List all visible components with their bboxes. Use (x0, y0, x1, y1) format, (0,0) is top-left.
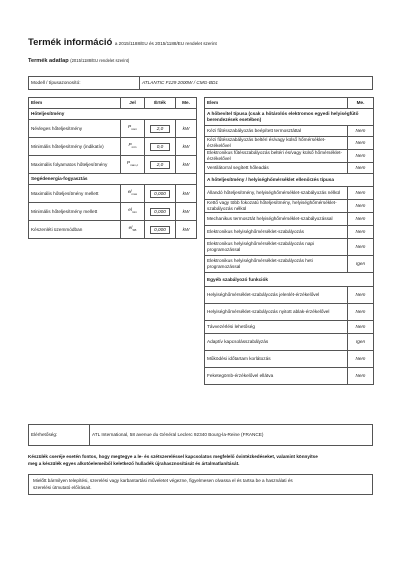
spec-value: Nem (348, 351, 374, 368)
spec-label: Kézi fűtésszabályozás beépített termosztáttal (205, 126, 348, 137)
spec-row (205, 368, 374, 385)
spec-value: Nem (348, 137, 374, 150)
spec-row (29, 221, 197, 239)
col-ertek: Érték (145, 98, 176, 109)
spec-label: Mechanikus termosztát helyiséghőmérséklet-szabályozással (205, 213, 348, 226)
spec-value: Nem (348, 287, 374, 304)
col-me: Me. (176, 98, 197, 109)
spec-row (205, 239, 374, 256)
spec-row (205, 150, 374, 163)
spec-label: Minimális hőteljesítmény mellett (29, 203, 121, 221)
spec-label: Kettő vagy több fokozatú hőteljesítmény, helyiséghőmérséklet-szabályozás nélkül (205, 200, 348, 213)
spec-label: Elektronikus helyiséghőmérséklet-szabályozás (205, 226, 348, 239)
spec-unit: kW (176, 203, 197, 221)
spec-value-cell (145, 221, 176, 239)
spec-value: Igen (348, 334, 374, 351)
spec-row (29, 185, 197, 203)
spec-value-cell (145, 203, 176, 221)
product-sheet-subtitle: Termék adatlap (2015/1188/EU rendelet szerint) (28, 58, 130, 64)
spec-label: Helyiséghőmérséklet-szabályozás jelenlét-érzékelővel (205, 287, 348, 304)
spec-row (205, 226, 374, 239)
spec-unit: kW (176, 156, 197, 174)
spec-unit: kW (176, 221, 197, 239)
spec-value: Nem (348, 226, 374, 239)
spec-value: Igen (348, 256, 374, 273)
spec-label: Elektronikus fűtésszabályozás beltéri és/vagy külső hőmérséklet-érzékelővel (205, 150, 348, 163)
spec-symbol: $P_{max,c}$ (121, 156, 145, 174)
recycling-notice: Készülék cseréje esetén fontos, hogy megtegye a le- és szétszereléssel kapcsolatos megfelelő óvintézkedéseket, valamint könnyítse meg a készülék egyes alkotóelemeiből keletkező hulladék újrahasznosítását és ártalmatlanítását. (28, 454, 318, 467)
spec-row (205, 321, 374, 334)
spec-value: 0,0 (150, 143, 170, 151)
model-value: ATLANTIC F129 2000W / CMG-BD1 (140, 77, 373, 90)
page-title: Termék információ a 2015/1188/EU és 2015/1188/EU rendelet szerint (28, 37, 217, 48)
spec-value: Nem (348, 163, 374, 174)
spec-row (205, 256, 374, 273)
model-table (28, 76, 373, 90)
spec-value: Nem (348, 126, 374, 137)
spec-value: 0,000 (150, 208, 170, 216)
section-heat-input-type: A hőbevitel típusa (csak a hőtárolós elektromos egyedi helyiségfűtő berendezések esetében) (205, 109, 374, 126)
spec-row (205, 351, 374, 368)
spec-row (205, 334, 374, 351)
spec-label: Maximális folyamatos hőteljesítmény (29, 156, 121, 174)
spec-row (205, 287, 374, 304)
spec-unit: kW (176, 185, 197, 203)
spec-row (205, 200, 374, 213)
spec-label: Feketegömb-érzékelővel ellátva (205, 368, 348, 385)
spec-label: Kézi fűtésszabályozás beltéri és/vagy külső hőmérséklet-érzékelővel (205, 137, 348, 150)
spec-row (205, 126, 374, 137)
section-room-control-type: A hőteljesítmény / helyiséghőmérséklet ellenőrzés típusa (205, 174, 374, 187)
spec-value: 0,000 (150, 226, 170, 234)
spec-row (205, 163, 374, 174)
spec-unit: kW (176, 120, 197, 138)
spec-value: Nem (348, 150, 374, 163)
spec-row (205, 187, 374, 200)
left-spec-table (28, 97, 197, 239)
spec-label: Adaptív kapcsolásszabályzás (205, 334, 348, 351)
spec-label: Működési időtartam korlátozás (205, 351, 348, 368)
contact-label: Elérhetőség: (29, 425, 90, 446)
spec-symbol: $el_{min}$ (121, 203, 145, 221)
spec-value: 0,000 (150, 190, 170, 198)
col-elem: Elem (205, 98, 348, 109)
spec-value: Nem (348, 368, 374, 385)
contact-table (28, 424, 373, 446)
spec-row (29, 138, 197, 156)
spec-value-cell (145, 138, 176, 156)
right-spec-table (204, 97, 374, 385)
spec-value-cell (145, 185, 176, 203)
spec-symbol: $el_{SB}$ (121, 221, 145, 239)
section-aux-power: Segédenergia-fogyasztás (29, 174, 197, 185)
spec-label: Névleges hőteljesítmény (29, 120, 121, 138)
spec-row (29, 156, 197, 174)
spec-row (205, 137, 374, 150)
spec-label: Minimális hőteljesítmény (indikatív) (29, 138, 121, 156)
spec-value: Nem (348, 187, 374, 200)
section-other-controls: Egyéb szabályozó funkciók (205, 273, 374, 287)
spec-label: Elektronikus helyiséghőmérséklet-szabályozás napi programozással (205, 239, 348, 256)
spec-symbol: $P_{min}$ (121, 138, 145, 156)
section-heat-output: Hőteljesítmény (29, 109, 197, 120)
col-jel: Jel (121, 98, 145, 109)
contact-value: ATL International, 58 avenue du Général Leclerc 92340 Bourg-la-Reine (FRANCE) (90, 425, 373, 446)
spec-value-cell (145, 120, 176, 138)
spec-value: Nem (348, 304, 374, 321)
spec-label: Elektronikus helyiséghőmérséklet-szabályozás heti programozással (205, 256, 348, 273)
col-elem: Elem (29, 98, 121, 109)
model-label: Modell / típusazonosító: (29, 77, 140, 90)
safety-notice-box: Mielőtt bármilyen telepítési, szerelési vagy karbantartási műveletet végezne, figyelmesen olvassa el és tartsa be a használati és szerelési útmutató előírásait. (28, 474, 373, 495)
col-me: Me. (348, 98, 374, 109)
spec-row (205, 213, 374, 226)
spec-row (29, 120, 197, 138)
spec-label: Állandó hőteljesítmény, helyiséghőmérséklet-szabályozás nélkül (205, 187, 348, 200)
spec-symbol: $P_{nom}$ (121, 120, 145, 138)
spec-symbol: $el_{max}$ (121, 185, 145, 203)
spec-value: Nem (348, 200, 374, 213)
spec-value: 2,0 (150, 125, 170, 133)
spec-label: Helyiséghőmérséklet-szabályozás nyitott ablak-érzékelővel (205, 304, 348, 321)
spec-value: 2,0 (150, 161, 170, 169)
spec-value: Nem (348, 239, 374, 256)
spec-label: Maximális hőteljesítmény mellett (29, 185, 121, 203)
spec-value: Nem (348, 321, 374, 334)
spec-label: Távvezérlési lehetőség (205, 321, 348, 334)
spec-value: Nem (348, 213, 374, 226)
spec-value-cell (145, 156, 176, 174)
spec-row (29, 203, 197, 221)
spec-unit: kW (176, 138, 197, 156)
spec-label: Ventilátorral segített hőleadás (205, 163, 348, 174)
spec-row (205, 304, 374, 321)
spec-label: Készenléti üzemmódban (29, 221, 121, 239)
